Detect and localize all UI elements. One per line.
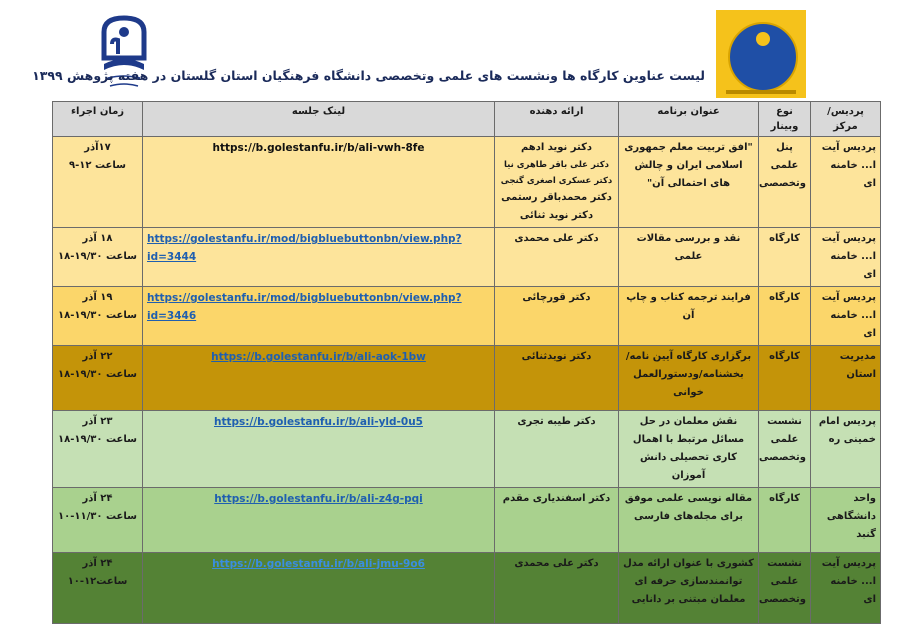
time-cell	[53, 553, 143, 624]
presenter-cell: دکتر علی محمدی	[495, 228, 619, 287]
campus-cell: پردیس آیت ا... خامنه ای	[811, 553, 881, 624]
session-link[interactable]: https://golestanfu.ir/mod/bigbluebuttonbn/view.php?id=3446	[147, 292, 462, 322]
type-cell: کارگاه	[759, 228, 811, 287]
poster-emblem-icon	[728, 22, 798, 92]
type-cell: پنل علمی وتخصصی	[759, 137, 811, 228]
date: ۲۳ آذر	[82, 416, 113, 427]
presenter-name: دکتر نوید ثنائی	[519, 210, 594, 221]
session-link[interactable]: https://b.golestanfu.ir/b/ali-z4g-pqi	[214, 493, 423, 505]
column-header-campus: پردیس/مرکز	[811, 102, 881, 137]
time-cell	[53, 137, 143, 228]
session-link[interactable]: https://b.golestanfu.ir/b/ali-aok-1bw	[211, 351, 426, 363]
column-header-type: نوع وبینار	[759, 102, 811, 137]
presenter-cell: دکتر نویدثنائی	[495, 346, 619, 411]
campus-cell: واحد دانشگاهی گنبد	[811, 488, 881, 553]
presenter-cell: دکتر طیبه تجری	[495, 411, 619, 488]
title-cell: "افق تربیت معلم جمهوری اسلامی ایران و چالش های احتمالی آن"	[619, 137, 759, 228]
column-header-time: زمان اجراء	[53, 102, 143, 137]
date: ۱۸ آذر	[82, 233, 113, 244]
link-cell	[143, 137, 495, 228]
table-row	[53, 346, 881, 411]
table-header-row	[53, 102, 881, 137]
title-cell: نقد و بررسی مقالات علمی	[619, 228, 759, 287]
title-cell: فرایند ترجمه کتاب و چاپ آن	[619, 287, 759, 346]
type-cell: نشست علمی وتخصصی	[759, 553, 811, 624]
link-cell	[143, 346, 495, 411]
presenter-cell: دکتر قورچائی	[495, 287, 619, 346]
presenter-name: دکتر محمدباقر رستمی	[501, 192, 612, 203]
time: ساعت ۱۹/۳۰-۱۸	[58, 369, 137, 380]
link-cell	[143, 287, 495, 346]
title-cell: مقاله نویسی علمی موفق برای مجله‌های فارسی	[619, 488, 759, 553]
date: ۱۷آذر	[84, 142, 111, 153]
date: ۱۹ آذر	[82, 292, 113, 303]
campus-cell: پردیس آیت ا... خامنه ای	[811, 137, 881, 228]
link-cell	[143, 553, 495, 624]
session-link[interactable]: https://b.golestanfu.ir/b/ali-vwh-8fe	[212, 142, 425, 154]
column-header-presenter: ارائه دهنده	[495, 102, 619, 137]
type-cell: کارگاه	[759, 346, 811, 411]
campus-cell: پردیس آیت ا... خامنه ای	[811, 228, 881, 287]
session-link[interactable]: https://golestanfu.ir/mod/bigbluebuttonbn/view.php?id=3444	[147, 233, 462, 263]
time-cell	[53, 228, 143, 287]
presenter-cell	[495, 137, 619, 228]
poster-caption-band	[726, 90, 796, 94]
title-cell: برگزاری کارگاه آیین نامه/ بخشنامه/ودستورالعمل خوانی	[619, 346, 759, 411]
session-link[interactable]: https://b.golestanfu.ir/b/ali-yld-0u5	[214, 416, 423, 428]
type-cell: کارگاه	[759, 287, 811, 346]
table-row	[53, 488, 881, 553]
campus-cell: پردیس آیت ا... خامنه ای	[811, 287, 881, 346]
column-header-link: لینک جلسه	[143, 102, 495, 137]
session-link[interactable]: https://b.golestanfu.ir/b/ali-jmu-9o6	[212, 558, 425, 570]
presenter-cell: دکتر اسفندیاری مقدم	[495, 488, 619, 553]
time: ساعت ۱۹/۳۰-۱۸	[58, 251, 137, 262]
table-row	[53, 137, 881, 228]
time-cell	[53, 287, 143, 346]
time: ساعت ۱۲-۹	[69, 160, 126, 171]
time: ساعت ۱۱/۳۰-۱۰	[58, 511, 137, 522]
date: ۲۲ آذر	[82, 351, 113, 362]
time: ساعت ۱۹/۳۰-۱۸	[58, 434, 137, 445]
presenter-name: دکتر عسکری اصغری گنجی	[500, 176, 613, 186]
table-row	[53, 287, 881, 346]
time-cell	[53, 488, 143, 553]
presenter-name: دکتر علی باقر طاهری نیا	[503, 160, 610, 170]
page-title: لیست عناوین کارگاه ها ونشست های علمی وتخصصی دانشگاه فرهنگیان استان گلستان در هفته پژوهش ۱۳۹۹	[32, 68, 705, 83]
date: ۲۴ آذر	[82, 558, 113, 569]
presenter-name: دکتر نوید ادهم	[520, 142, 593, 153]
column-header-title: عنوان برنامه	[619, 102, 759, 137]
link-cell	[143, 228, 495, 287]
presenter-cell: دکتر علی محمدی	[495, 553, 619, 624]
title-cell: نقش معلمان در حل مسائل مرتبط با اهمال کاری تحصیلی دانش آموزان	[619, 411, 759, 488]
link-cell	[143, 411, 495, 488]
time-cell	[53, 346, 143, 411]
table-row	[53, 411, 881, 488]
campus-cell: پردیس امام خمینی ره	[811, 411, 881, 488]
date: ۲۴ آذر	[82, 493, 113, 504]
type-cell: نشست علمی وتخصصی	[759, 411, 811, 488]
campus-cell: مدیریت استان	[811, 346, 881, 411]
link-cell	[143, 488, 495, 553]
time-cell	[53, 411, 143, 488]
table-row	[53, 228, 881, 287]
time: ساعت ۱۹/۳۰-۱۸	[58, 310, 137, 321]
table-row	[53, 553, 881, 624]
workshops-table	[52, 101, 881, 624]
time: ساعت۱۲-۱۰	[67, 576, 128, 587]
type-cell: کارگاه	[759, 488, 811, 553]
title-cell: کشوری با عنوان ارائه مدل توانمندسازی حرفه ای معلمان مبتنی بر دانایی	[619, 553, 759, 624]
research-week-poster	[716, 10, 806, 98]
